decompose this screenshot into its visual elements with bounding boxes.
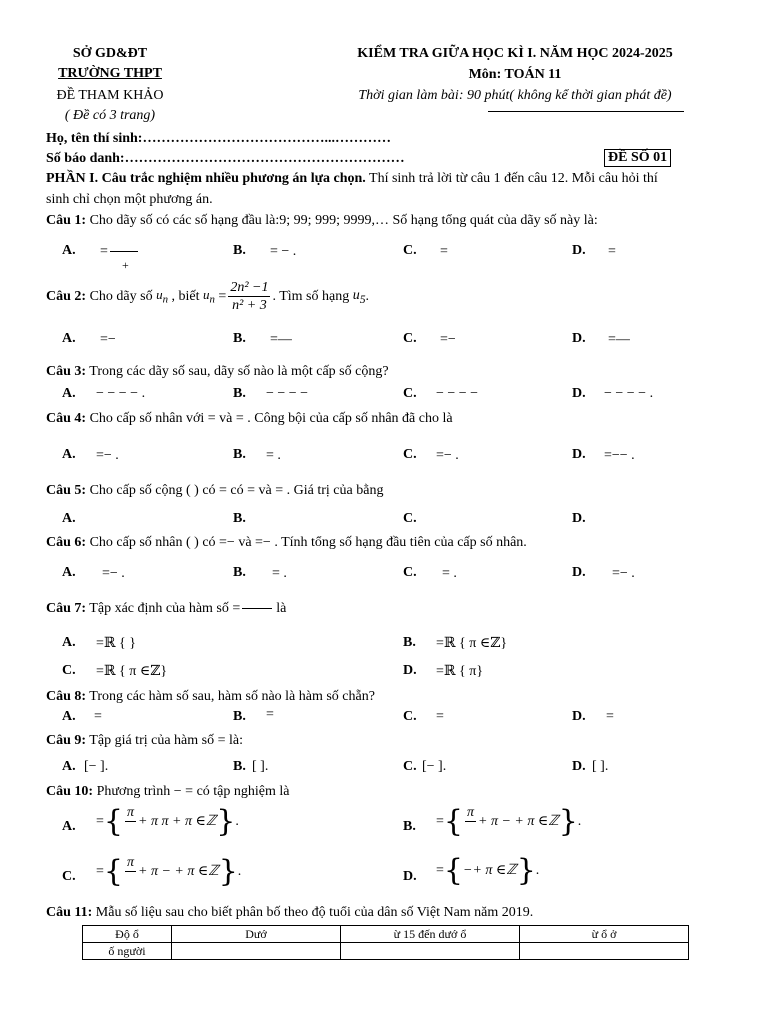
q8-option-d-label[interactable]: D.	[572, 709, 586, 724]
q5-option-c-label[interactable]: C.	[403, 511, 417, 526]
pi-fraction	[125, 806, 136, 838]
q7-option-a-label[interactable]: A.	[62, 635, 76, 650]
reference-label: ĐỀ THAM KHẢO	[56, 88, 164, 103]
q3-option-c[interactable]: − − − −	[436, 386, 479, 401]
q5-option-a-label[interactable]: A.	[62, 511, 76, 526]
q10-option-b-label[interactable]: B.	[403, 819, 416, 834]
q10-option-b[interactable]: ={ π + π − + π ∈ℤ}.	[436, 804, 582, 839]
subject: Môn: TOÁN 11	[468, 67, 562, 82]
table-cell: Dướ	[172, 926, 341, 943]
table-cell: ố người	[83, 943, 172, 960]
close-brace: }	[216, 804, 236, 839]
u-var	[156, 287, 168, 306]
question-text: Cho cấp số cộng ( ) có = có = và = . Giá trị của bằng	[86, 483, 384, 498]
q3-option-b-label[interactable]: B.	[233, 386, 246, 401]
q4-option-a[interactable]: =− .	[96, 448, 119, 463]
q6-option-a[interactable]: =− .	[102, 566, 125, 581]
q6-option-b-label[interactable]: B.	[233, 565, 246, 580]
q7-option-b[interactable]: =ℝ { π ∈ℤ}	[436, 636, 508, 651]
table-cell	[520, 943, 689, 960]
option-text: −+ π ∈ℤ	[463, 863, 517, 878]
denominator: n² + 3	[232, 298, 267, 313]
question-label: Câu 8:	[46, 689, 87, 704]
student-id-line: Số báo danh:……………………………………………………	[46, 151, 405, 166]
question-text: Mẫu số liệu sau cho biết phân bố theo độ tuổi của dân số Việt Nam năm 2019.	[92, 905, 534, 920]
question-text: Cho cấp số nhân ( ) có =− và =− . Tính tổng số hạng đầu tiên của cấp số nhân.	[86, 535, 527, 550]
open-brace: {	[443, 853, 463, 888]
dept-name: SỞ GD&ĐT	[72, 46, 148, 61]
q10-option-d-label[interactable]: D.	[403, 869, 417, 884]
question-text: Tập xác định của hàm số =	[86, 601, 241, 616]
question-4	[46, 411, 453, 427]
q1-option-a-label[interactable]: A.	[62, 243, 76, 258]
question-label: Câu 1:	[46, 213, 87, 228]
q9-option-b[interactable]: [ ].	[252, 759, 269, 774]
option-text: + π − + π ∈ℤ	[478, 814, 559, 829]
numerator: π	[127, 855, 135, 870]
question-label: Câu 9:	[46, 733, 87, 748]
q4-option-b[interactable]: = .	[266, 448, 281, 463]
q1-option-a[interactable]	[100, 244, 138, 260]
q6-option-c[interactable]: = .	[442, 566, 457, 581]
var: u	[202, 287, 210, 303]
q9-option-d-label[interactable]: D.	[572, 759, 586, 774]
close-brace: }	[218, 854, 238, 889]
q9-option-a-label[interactable]: A.	[62, 759, 76, 774]
question-text: Cho cấp số nhân với = và = . Công bội của cấp số nhân đã cho là	[86, 411, 453, 426]
u-var	[202, 287, 215, 306]
question-label: Câu 5:	[46, 483, 87, 498]
question-text: Phương trình − = có tập nghiệm là	[93, 784, 290, 799]
pi-fraction	[125, 856, 136, 888]
question-label: Câu 7:	[46, 601, 87, 616]
table-cell: Độ ổ	[83, 926, 172, 943]
q2-option-d[interactable]: =—	[608, 332, 630, 347]
option-text: =	[100, 244, 108, 259]
q8-option-a-label[interactable]: A.	[62, 709, 76, 724]
q10-option-d[interactable]: ={−+ π ∈ℤ}.	[436, 853, 540, 888]
var: u	[352, 287, 360, 303]
q3-option-a-label[interactable]: A.	[62, 386, 76, 401]
question-text: .	[365, 289, 370, 304]
q9-option-a[interactable]: [− ].	[84, 759, 109, 774]
q9-option-c-label[interactable]: C.	[403, 759, 417, 774]
question-text: Cho dãy số	[86, 289, 157, 304]
question-text: , biết	[167, 289, 203, 304]
q6-option-d[interactable]: =− .	[612, 566, 635, 581]
q4-option-c-label[interactable]: C.	[403, 447, 417, 462]
q8-option-c[interactable]: =	[436, 709, 444, 724]
question-label: Câu 11:	[46, 905, 93, 920]
q2-option-a-label[interactable]: A.	[62, 331, 76, 346]
question-11	[46, 905, 533, 921]
q10-option-c-label[interactable]: C.	[62, 869, 76, 884]
question-label: Câu 6:	[46, 535, 87, 550]
table-cell	[341, 943, 520, 960]
q1-option-d-label[interactable]: D.	[572, 243, 586, 258]
q1-option-a-plus: +	[122, 258, 129, 272]
question-label: Câu 2:	[46, 289, 87, 304]
subscript: 5	[359, 292, 366, 306]
q9-option-c[interactable]: [− ].	[422, 759, 447, 774]
q1-option-b-label[interactable]: B.	[233, 243, 246, 258]
q6-option-d-label[interactable]: D.	[572, 565, 586, 580]
question-6	[46, 535, 527, 551]
question-5	[46, 483, 383, 499]
question-text: Tập giá trị của hàm số = là:	[86, 733, 243, 748]
q4-option-a-label[interactable]: A.	[62, 447, 76, 462]
q6-option-c-label[interactable]: C.	[403, 565, 417, 580]
question-text: Trong các dãy số sau, dãy số nào là một cấp số cộng?	[86, 364, 389, 379]
numerator: π	[467, 805, 475, 820]
question-text: Trong các hàm số sau, hàm số nào là hàm số chẵn?	[86, 689, 375, 704]
q3-option-a[interactable]: − − − − .	[96, 386, 146, 401]
formula-fraction	[228, 281, 270, 313]
q4-option-b-label[interactable]: B.	[233, 447, 246, 462]
school-name: TRƯỜNG THPT	[58, 66, 162, 81]
q7-option-c[interactable]: =ℝ { π ∈ℤ}	[96, 664, 168, 679]
exam-title: KIỂM TRA GIỮA HỌC KÌ I. NĂM HỌC 2024-2025	[357, 46, 673, 61]
q10-option-a-label[interactable]: A.	[62, 819, 76, 834]
q1-option-d[interactable]: =	[608, 244, 616, 259]
question-label: Câu 10:	[46, 784, 94, 799]
fraction-bar	[242, 608, 272, 609]
q2-option-c[interactable]: =−	[440, 332, 456, 347]
part1-instructions: Thí sinh trả lời từ câu 1 đến câu 12. Mỗi câu hỏi thí	[365, 171, 658, 186]
q2-option-a[interactable]: =−	[100, 332, 116, 347]
numerator: π	[127, 805, 135, 820]
option-text: + π − + π ∈ℤ	[138, 864, 219, 879]
numerator: 2n² −1	[230, 280, 269, 295]
question-10	[46, 784, 290, 800]
part1-instructions-2: sinh chỉ chọn một phương án.	[46, 192, 213, 207]
table-cell: ừ 15 đến dướ ổ	[341, 926, 520, 943]
q8-option-c-label[interactable]: C.	[403, 709, 417, 724]
q8-option-d[interactable]: =	[606, 709, 614, 724]
q1-option-c-label[interactable]: C.	[403, 243, 417, 258]
close-brace: }	[558, 804, 578, 839]
open-brace: {	[103, 854, 123, 889]
option-text: + π π + π ∈ℤ	[138, 814, 217, 829]
question-9	[46, 733, 243, 749]
q7-option-d-label[interactable]: D.	[403, 663, 417, 678]
q8-option-b-label[interactable]: B.	[233, 709, 246, 724]
q5-option-b-label[interactable]: B.	[233, 511, 246, 526]
part1-heading	[46, 171, 658, 187]
u5-var	[352, 287, 366, 306]
open-brace: {	[443, 804, 463, 839]
q7-option-b-label[interactable]: B.	[403, 635, 416, 650]
q2-option-b-label[interactable]: B.	[233, 331, 246, 346]
q10-option-a[interactable]: ={ π + π π + π ∈ℤ}.	[96, 804, 239, 839]
q6-option-a-label[interactable]: A.	[62, 565, 76, 580]
q10-option-c[interactable]: ={ π + π − + π ∈ℤ}.	[96, 854, 242, 889]
page-count: ( Đề có 3 trang)	[64, 108, 156, 123]
q6-option-b[interactable]: = .	[272, 566, 287, 581]
question-8	[46, 689, 375, 705]
q4-option-d[interactable]: =−− .	[604, 448, 635, 463]
table-row	[83, 926, 689, 943]
q8-option-a[interactable]: =	[94, 709, 102, 724]
table-cell: ừ ổ ở	[520, 926, 689, 943]
q4-option-d-label[interactable]: D.	[572, 447, 586, 462]
table-row	[83, 943, 689, 960]
q9-option-b-label[interactable]: B.	[233, 759, 246, 774]
exam-code-badge: ĐỀ SỐ 01	[604, 149, 671, 167]
q3-option-d[interactable]: − − − − .	[604, 386, 654, 401]
open-brace: {	[103, 804, 123, 839]
q2-option-d-label[interactable]: D.	[572, 331, 586, 346]
question-text: Cho dãy số có các số hạng đầu là:9; 99; 999; 9999,… Số hạng tổng quát của dãy số này là:	[86, 213, 598, 228]
q2-option-b[interactable]: =—	[270, 332, 292, 347]
question-text: là	[276, 601, 287, 616]
question-1	[46, 213, 598, 229]
q7-option-d[interactable]: =ℝ { π}	[436, 664, 484, 679]
question-3	[46, 364, 389, 380]
q7-option-c-label[interactable]: C.	[62, 663, 76, 678]
table-cell	[172, 943, 341, 960]
q3-option-b[interactable]: − − − −	[266, 386, 309, 401]
time-limit: Thời gian làm bài: 90 phút( không kể thời gian phát đề)	[358, 88, 672, 103]
q2-option-c-label[interactable]: C.	[403, 331, 417, 346]
q4-option-c[interactable]: =− .	[436, 448, 459, 463]
q8-option-b[interactable]: =	[266, 707, 274, 722]
question-label: Câu 3:	[46, 364, 87, 379]
q1-option-c[interactable]: =	[440, 244, 448, 259]
var: u	[156, 287, 163, 303]
question-2: Câu 2: Cho dãy số $u_n$ , biết $u_n$ = $\frac{\text{2n² −1}}{\text{n² + 3}}$ . Tìm số hạng $u_5$.	[46, 280, 370, 313]
age-distribution-table	[82, 925, 689, 960]
question-text: . Tìm số hạng	[272, 289, 353, 304]
q3-option-d-label[interactable]: D.	[572, 386, 586, 401]
q3-option-c-label[interactable]: C.	[403, 386, 417, 401]
pi-fraction	[465, 806, 476, 838]
question-label: Câu 4:	[46, 411, 87, 426]
subscript: n	[209, 293, 215, 306]
q1-option-b[interactable]: = − .	[270, 244, 297, 259]
header-divider	[488, 111, 684, 112]
q9-option-d[interactable]: [ ].	[592, 759, 609, 774]
q7-option-a[interactable]: =ℝ { }	[96, 636, 136, 651]
fraction-bar	[110, 251, 138, 252]
question-7	[46, 601, 286, 617]
student-name-line: Họ, tên thí sinh:…………………………………...…………	[46, 131, 391, 146]
part1-title: PHẦN I. Câu trắc nghiệm nhiều phương án lựa chọn.	[46, 171, 366, 186]
subscript: n	[162, 293, 168, 306]
q5-option-d-label[interactable]: D.	[572, 511, 586, 526]
close-brace: }	[516, 853, 536, 888]
